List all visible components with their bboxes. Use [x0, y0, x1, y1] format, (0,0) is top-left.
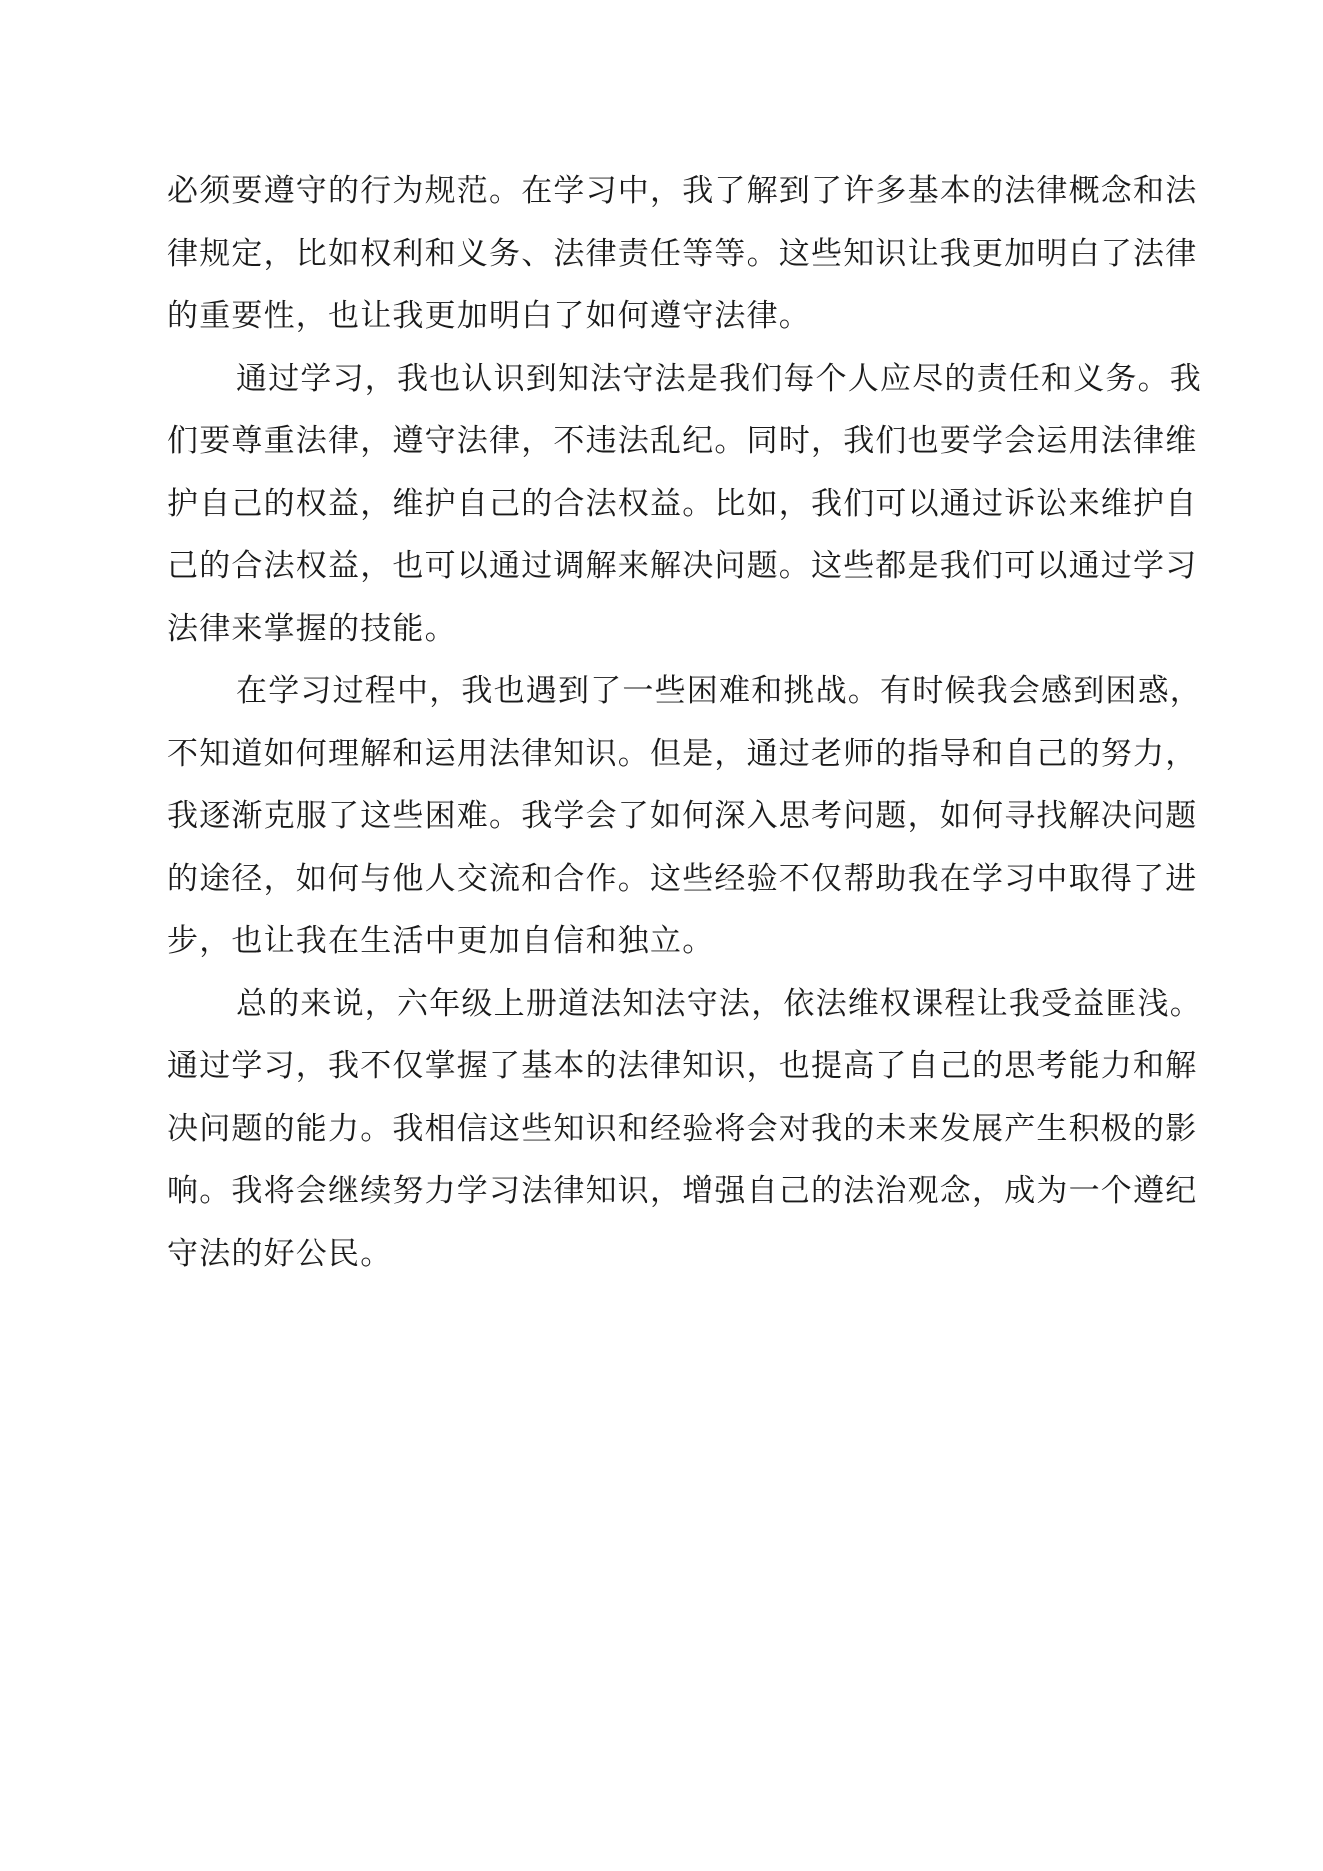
text-line: 通过学习，我不仅掌握了基本的法律知识，也提高了自己的思考能力和解: [167, 1048, 1198, 1084]
paragraph-first-line: 通过学习，我也认识到知法守法是我们每个人应尽的责任和义务。我: [236, 360, 1202, 397]
text-line: 法律来掌握的技能。: [167, 610, 457, 647]
text-line: 律规定，比如权利和义务、法律责任等等。这些知识让我更加明白了法律: [167, 235, 1198, 272]
text-line: 的重要性，也让我更加明白了如何遵守法律。: [167, 298, 811, 334]
text-line: 护自己的权益，维护自己的合法权益。比如，我们可以通过诉讼来维护自: [167, 485, 1198, 522]
text-line: 必须要遵守的行为规范。在学习中，我了解到了许多基本的法律概念和法: [167, 173, 1198, 209]
text-line: 的途径，如何与他人交流和合作。这些经验不仅帮助我在学习中取得了进: [167, 860, 1198, 897]
paragraph-first-line: 在学习过程中，我也遇到了一些困难和挑战。有时候我会感到困惑，: [236, 673, 1202, 709]
text-line: 响。我将会继续努力学习法律知识，增强自己的法治观念，成为一个遵纪: [167, 1173, 1198, 1209]
text-line: 步，也让我在生活中更加自信和独立。: [167, 923, 715, 959]
text-line: 们要尊重法律，遵守法律，不违法乱纪。同时，我们也要学会运用法律维: [167, 423, 1198, 459]
document-body: [167, 160, 1202, 1285]
text-line: 守法的好公民。: [167, 1235, 393, 1272]
text-line: 己的合法权益，也可以通过调解来解决问题。这些都是我们可以通过学习: [167, 548, 1198, 584]
text-line: 我逐渐克服了这些困难。我学会了如何深入思考问题，如何寻找解决问题: [167, 798, 1198, 834]
paragraph-first-line: 总的来说，六年级上册道法知法守法，依法维权课程让我受益匪浅。: [236, 985, 1202, 1022]
text-line: 决问题的能力。我相信这些知识和经验将会对我的未来发展产生积极的影: [167, 1110, 1198, 1147]
text-line: 不知道如何理解和运用法律知识。但是，通过老师的指导和自己的努力，: [167, 735, 1198, 772]
